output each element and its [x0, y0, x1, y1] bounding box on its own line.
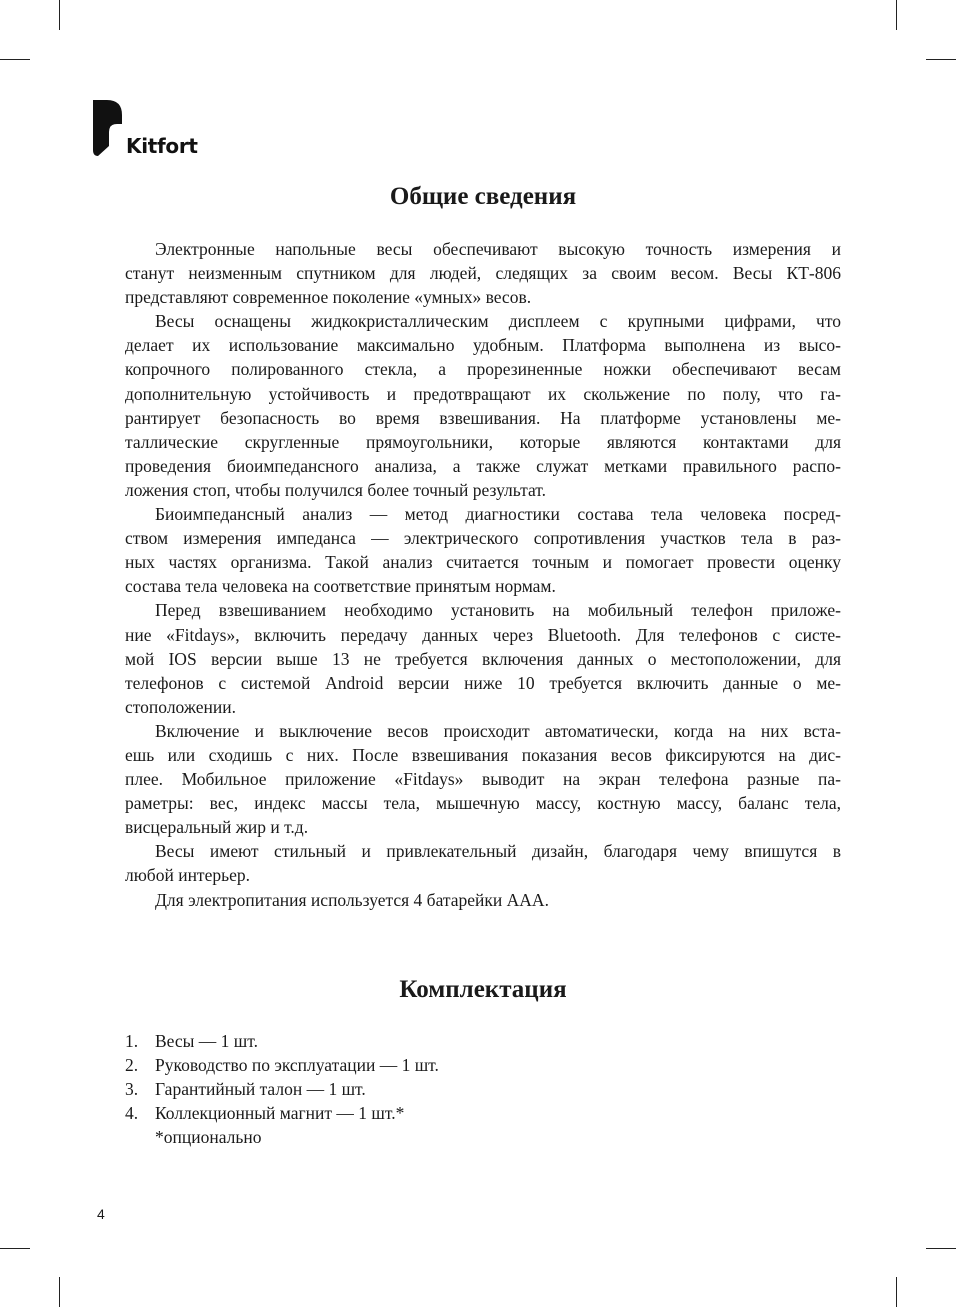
crop-mark-top-left — [59, 0, 60, 30]
paragraph-line: любой интерьер. — [125, 865, 250, 886]
paragraph-line: телефонов с системой Android версии ниже 10 требуется включить данные о ме- — [125, 672, 841, 693]
list-item-number: 3. — [125, 1079, 139, 1100]
paragraph-line: ством измерения импеданса — электрического сопротивления участков тела в раз- — [125, 528, 841, 549]
list-item-text: Коллекционный магнит — 1 шт.* — [155, 1103, 405, 1124]
paragraph-line: рантирует безопасность во время взвешивания. На платформе установлены ме- — [125, 407, 841, 428]
paragraph-line: ных частях организма. Такой анализ считается точным и помогает провести оценку — [125, 552, 841, 573]
paragraph-line: стоположении. — [125, 696, 236, 717]
paragraph-line: ние «Fitdays», включить передачу данных через Bluetooth. Для телефонов с систе- — [125, 624, 841, 645]
paragraph — [125, 309, 841, 502]
paragraph-line: Перед взвешиванием необходимо установить на мобильный телефон приложе- — [155, 600, 841, 621]
paragraph-line: раметры: вес, индекс массы тела, мышечную массу, костную массу, баланс тела, — [125, 793, 841, 814]
paragraph-line: Биоимпедансный анализ — метод диагностики состава тела человека посред- — [155, 504, 841, 525]
list-item — [125, 1101, 439, 1125]
list-item-text: Руководство по эксплуатации — 1 шт. — [155, 1055, 439, 1076]
paragraph-line: мой IOS версии выше 13 не требуется включения данных о местоположении, для — [125, 648, 841, 669]
list-item-text: Гарантийный талон — 1 шт. — [155, 1079, 366, 1100]
paragraph-line: Электронные напольные весы обеспечивают высокую точность измерения и — [155, 239, 841, 259]
paragraph-line: ложения стоп, чтобы получился более точный результат. — [125, 479, 546, 500]
paragraph-line: висцеральный жир и т.д. — [125, 817, 309, 838]
list-item-number: 1. — [125, 1031, 139, 1051]
page-title: Общие сведения — [389, 183, 577, 210]
paragraph-line: копрочного полированного стекла, а прорезиненные ножки обеспечивают весам — [125, 359, 841, 380]
list-item-number: 4. — [125, 1103, 139, 1124]
paragraph-line: плее. Мобильное приложение «Fitdays» выводит на экран телефона разные па- — [125, 769, 841, 790]
paragraph — [125, 719, 841, 839]
paragraph — [125, 502, 841, 598]
brand-logo — [93, 100, 198, 156]
paragraph-line: ешь или сходишь с них. После взвешивания показания весов фиксируются на дис- — [125, 744, 841, 765]
paragraph-line: Включение и выключение весов происходит автоматически, когда на них вста- — [155, 720, 841, 741]
paragraph-line: представляют современное поколение «умных» весов. — [125, 287, 532, 308]
crop-mark-top-right — [896, 0, 897, 30]
paragraph-line: проведения биоимпедансного анализа, а также служат метками правильного распо- — [125, 455, 841, 476]
contents-list — [125, 1029, 439, 1125]
list-item-text: Весы — 1 шт. — [155, 1031, 258, 1051]
crop-mark-bottom-left — [59, 1277, 60, 1307]
list-item-number: 2. — [125, 1055, 139, 1076]
paragraph-line: таллические скругленные прямоугольники, которые являются контактами для — [125, 431, 841, 452]
optional-note: *опционально — [155, 1127, 262, 1147]
paragraph-line: состава тела человека на соответствие принятым нормам. — [125, 576, 556, 597]
paragraph-line: делает их использование максимально удобным. Платформа выполнена из высо- — [125, 335, 841, 356]
paragraph-line: Весы имеют стильный и привлекательный дизайн, благодаря чему впишутся в — [155, 841, 841, 862]
paragraph-line: станут неизменным спутником для людей, следящих за своим весом. Весы КТ-806 — [125, 263, 841, 284]
kitfort-logo-icon — [93, 100, 123, 156]
paragraph — [125, 598, 841, 718]
paragraph-line: Весы оснащены жидкокристаллическим дисплеем с крупными цифрами, что — [155, 311, 841, 332]
paragraph — [125, 888, 841, 912]
paragraph-line: дополнительную устойчивость и предотвращают их скольжение по полу, что га- — [125, 383, 841, 404]
list-item — [125, 1077, 439, 1101]
crop-mark-bottom-left-h — [0, 1248, 30, 1249]
paragraph — [125, 839, 841, 887]
crop-mark-bottom-right-h — [926, 1248, 956, 1249]
paragraph — [125, 237, 841, 309]
body-text — [125, 237, 841, 912]
list-item — [125, 1053, 439, 1077]
crop-mark-bottom-right — [896, 1277, 897, 1307]
paragraph-line: Для электропитания используется 4 батарейки ААА. — [155, 889, 549, 910]
list-item — [125, 1029, 439, 1053]
section-title-contents: Комплектация — [399, 976, 567, 1003]
crop-mark-top-left-h — [0, 59, 30, 60]
brand-name: Kitfort — [126, 134, 198, 158]
page-number: 4 — [97, 1206, 105, 1222]
crop-mark-top-right-h — [926, 59, 956, 60]
